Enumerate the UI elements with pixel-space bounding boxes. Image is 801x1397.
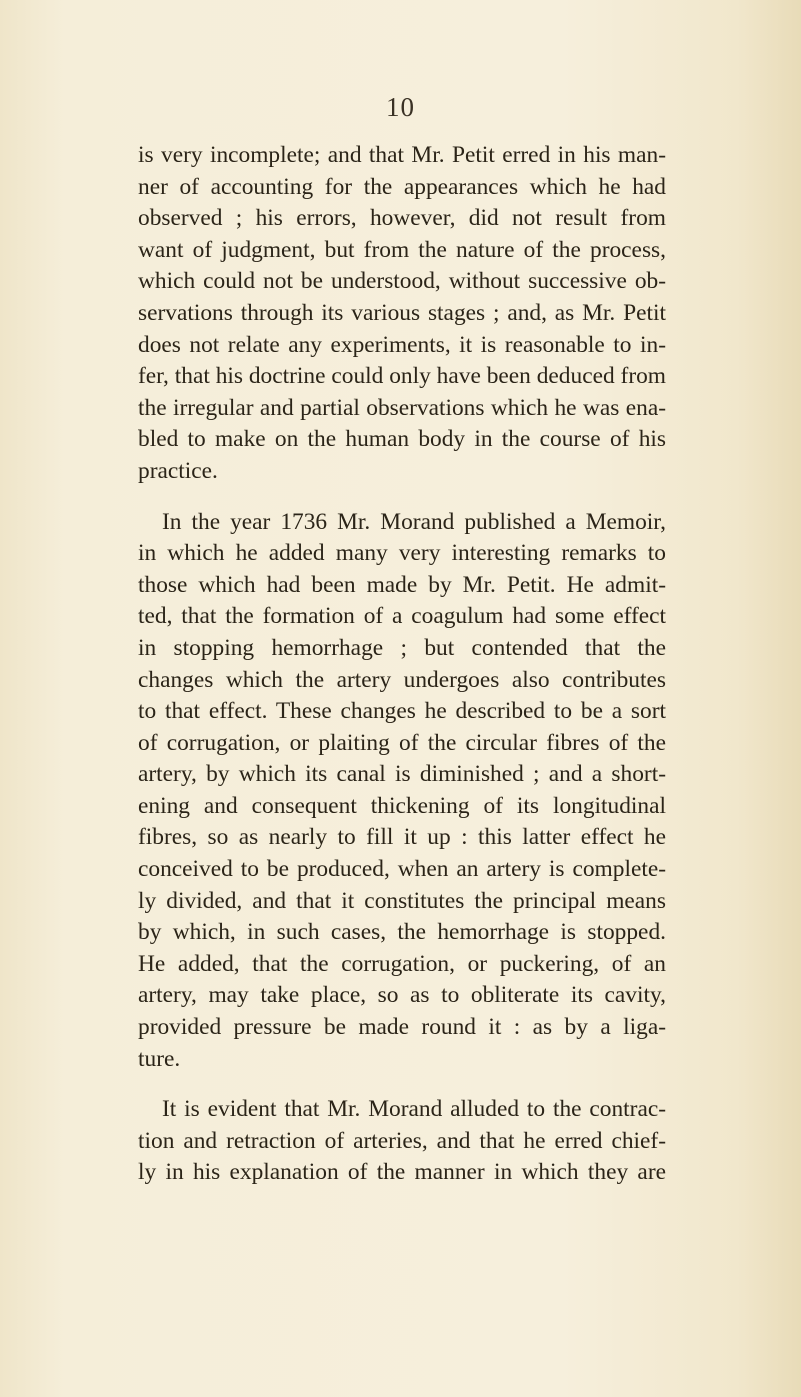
text-line: tion and retraction of arteries, and that he erred chief- <box>138 1127 666 1154</box>
page-number: 10 <box>386 92 415 122</box>
text-line: of corrugation, or plaiting of the circular fibres of the <box>138 729 666 756</box>
paragraph <box>138 140 666 488</box>
paragraph-gap <box>138 1075 666 1094</box>
body-text <box>138 140 666 1189</box>
paragraph-gap <box>138 488 666 507</box>
text-line: by which, in such cases, the hemorrhage is stopped. <box>138 919 666 946</box>
text-line: It is evident that Mr. Morand alluded to the contrac- <box>162 1096 666 1123</box>
text-line: observed ; his errors, however, did not result from <box>138 205 666 232</box>
text-line: the irregular and partial observations which he was ena- <box>138 394 666 421</box>
text-line: servations through its various stages ; and, as Mr. Petit <box>138 299 666 326</box>
text-line: is very incomplete; and that Mr. Petit erred in his man- <box>138 142 666 168</box>
text-line: ly in his explanation of the manner in which they are <box>138 1159 666 1186</box>
text-line: In the year 1736 Mr. Morand published a Memoir, <box>162 508 666 535</box>
text-line: provided pressure be made round it : as by a liga- <box>138 1014 666 1041</box>
text-line: artery, by which its canal is diminished ; and a short- <box>138 761 666 788</box>
text-line: ly divided, and that it constitutes the principal means <box>138 887 666 914</box>
text-line: which could not be understood, without successive ob- <box>138 268 666 295</box>
text-line: fibres, so as nearly to fill it up : this latter effect he <box>138 824 666 851</box>
text-line: those which had been made by Mr. Petit. He admit- <box>138 571 666 598</box>
text-line: in stopping hemorrhage ; but contended that the <box>138 634 666 661</box>
text-line: ner of accounting for the appearances which he had <box>138 173 666 200</box>
text-line: ening and consequent thickening of its longitudinal <box>138 792 666 819</box>
paragraph <box>138 507 666 1076</box>
text-line: does not relate any experiments, it is reasonable to in- <box>138 331 666 358</box>
text-line: He added, that the corrugation, or puckering, of an <box>138 950 666 977</box>
text-line: in which he added many very interesting remarks to <box>138 540 666 567</box>
text-line: conceived to be produced, when an artery is complete- <box>138 856 666 883</box>
paragraph <box>138 1094 666 1189</box>
text-line: want of judgment, but from the nature of the process, <box>138 236 666 263</box>
text-line: artery, may take place, so as to obliterate its cavity, <box>138 982 666 1009</box>
text-line: changes which the artery undergoes also contributes <box>138 666 666 693</box>
text-line: ted, that the formation of a coagulum had some effect <box>138 603 666 630</box>
text-line: to that effect. These changes he described to be a sort <box>138 698 666 725</box>
text-line: practice. <box>138 457 218 484</box>
text-line: ture. <box>138 1045 181 1072</box>
text-line: fer, that his doctrine could only have been deduced from <box>138 363 666 390</box>
text-line: bled to make on the human body in the course of his <box>138 426 666 453</box>
